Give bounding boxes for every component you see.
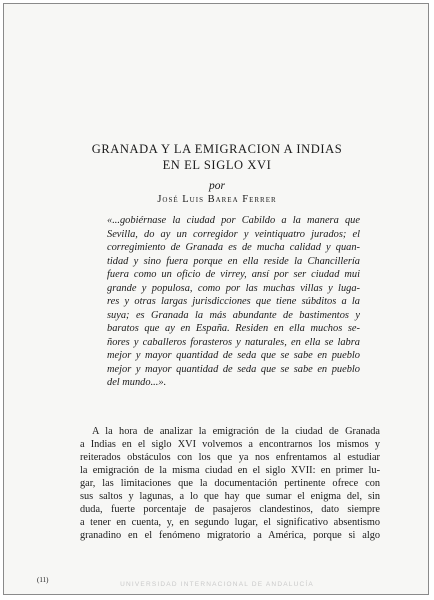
- quote-line: del mundo...».: [107, 377, 167, 388]
- author-name: José Luis Barea Ferrer: [157, 194, 277, 205]
- title-line-1: GRANADA Y LA EMIGRACION A INDIAS: [91, 142, 343, 156]
- body-line: a tener en cuenta, y, en segundo lugar, el significativo absentismo: [80, 517, 380, 528]
- watermark-text: UNIVERSIDAD INTERNACIONAL DE ANDALUCÍA: [120, 581, 314, 588]
- quote-line: Sevilla, do ay un corregidor y veintiquatro jurados; el: [107, 228, 360, 240]
- quote-line: corregimiento de Granada es de mucha calidad y quan-: [107, 242, 360, 253]
- byline: por: [209, 180, 225, 192]
- quote-line: mejor y mayor quantidad de seda que se sabe en pueblo: [107, 363, 360, 375]
- quote-line: suya; es Granada la más abundante de bastimentos y: [107, 309, 360, 321]
- quote-line: grande y populosa, como por las muchas villas y luga-: [107, 282, 360, 294]
- title-line-2: EN EL SIGLO XVI: [162, 158, 272, 172]
- quote-line: tidad y sino fuera porque en ella reside la Chancillería: [107, 255, 360, 267]
- page-number: (11): [37, 576, 49, 584]
- quote-line: «...gobiérnase la ciudad por Cabildo a la manera que: [107, 215, 360, 226]
- body-line: gar, las limitaciones que la documentación pertinente ofrece con: [80, 478, 380, 489]
- body-line: sus saltos y lagunas, a lo que hay que sumar el enigma del, sin: [80, 491, 380, 502]
- quote-line: fuera como un oficio de virrey, ansí por ser ciudad mui: [107, 269, 360, 280]
- quote-line: mejor y mayor quantidad de seda que se sabe en pueblo: [107, 350, 360, 361]
- quote-line: res y otras largas jurisdicciones que tiene súbditos a la: [107, 296, 360, 307]
- body-line: duda, fuerte porcentaje de pasajeros clandestinos, dato siempre: [80, 504, 380, 515]
- quote-line: baratos que ay en España. Residen en ella muchos se-: [107, 323, 360, 334]
- body-line: a Indias en el siglo XVI volvemos a encontrarnos los mismos y: [80, 439, 380, 450]
- body-line: granadino en el fenómeno migratorio a América, porque si algo: [80, 530, 380, 541]
- quote-line: ñores y caballeros forasteros y naturales, en ella se labra: [107, 336, 360, 348]
- body-line: reiterados obstáculos con los que ya nos enfrentamos al estudiar: [80, 452, 380, 463]
- body-line: la emigración de la misma ciudad en el siglo XVII: en primer lu-: [80, 465, 380, 476]
- body-line: A la hora de analizar la emigración de la ciudad de Granada: [92, 426, 380, 437]
